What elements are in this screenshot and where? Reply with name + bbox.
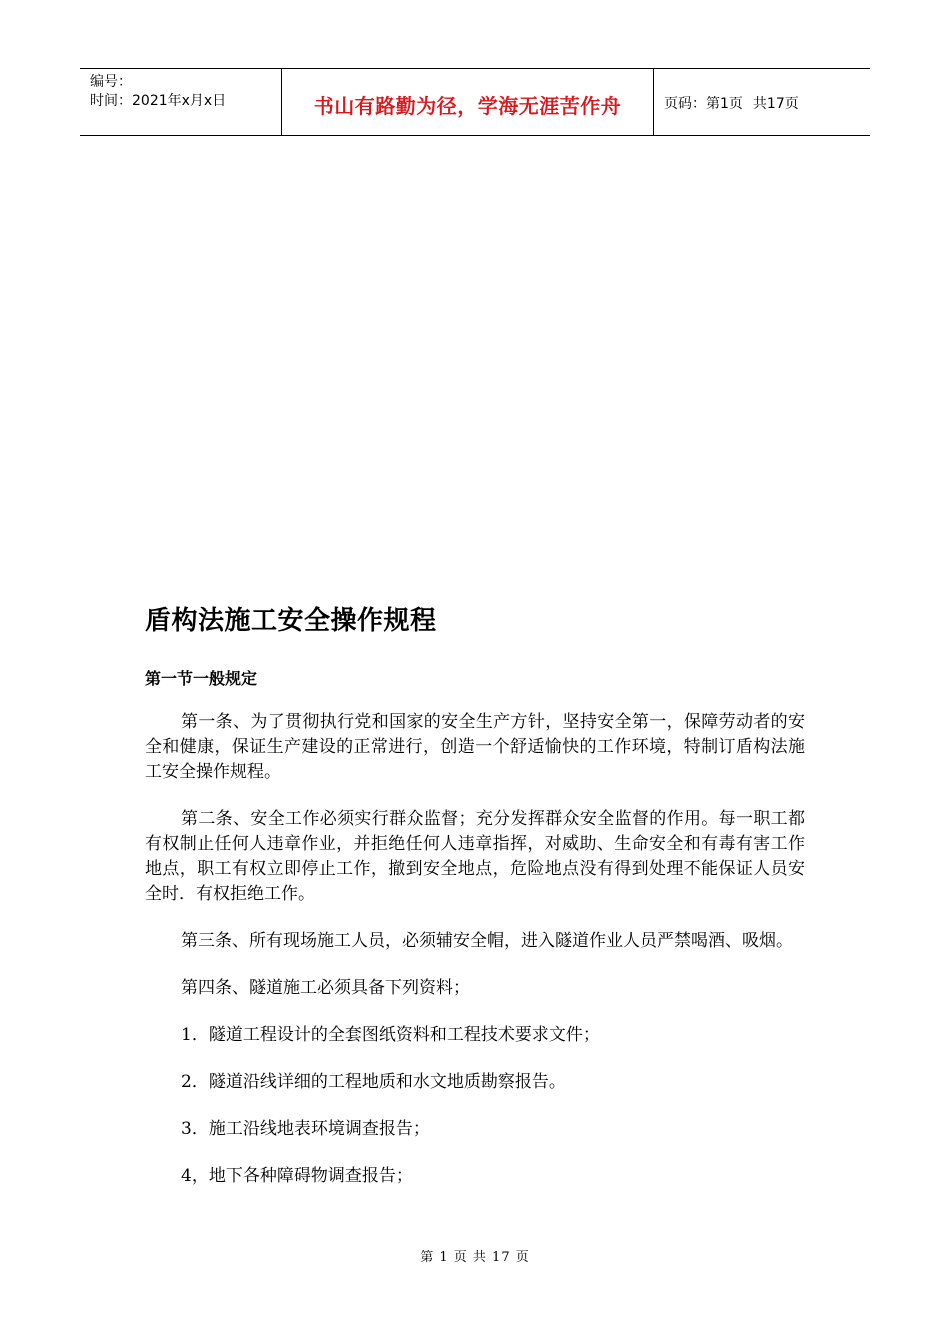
header-slogan-cell	[282, 69, 654, 135]
list-item: 2．隧道沿线详细的工程地质和水文地质勘察报告。	[181, 1072, 566, 1092]
header-number-label: 编号：	[90, 74, 132, 90]
header-slogan: 书山有路勤为径，学海无涯苦作舟	[313, 93, 622, 118]
document-header	[80, 68, 870, 136]
section-title: 第一节一般规定	[145, 669, 258, 688]
header-info-cell	[80, 69, 282, 135]
page-footer: 第 1 页 共 17 页	[420, 1250, 530, 1265]
list-item: 1．隧道工程设计的全套图纸资料和工程技术要求文件；	[181, 1025, 600, 1045]
list-item: 3．施工沿线地表环境调查报告；	[181, 1119, 430, 1139]
header-page-label: 页码：第1页	[664, 96, 743, 112]
paragraph-article-2: 第二条、安全工作必须实行群众监督；充分发挥群众安全监督的作用。每一职工都有权制止任何人违章作业，并拒绝任何人违章指挥，对威助、生命安全和有毒有害工作地点，职工有权立即停止工作，撤到安全地点，危险地点没有得到处理不能保证人员安全时．有权拒绝工作。	[145, 809, 805, 904]
paragraph-article-3: 第三条、所有现场施工人员，必须辅安全帽，进入隧道作业人员严禁喝酒、吸烟。	[181, 931, 793, 951]
header-time-label: 时间：2021年x月x日	[90, 93, 227, 109]
document-content	[145, 710, 805, 1211]
header-page-cell	[654, 69, 870, 135]
document-title: 盾构法施工安全操作规程	[145, 606, 437, 636]
paragraph-article-4: 第四条、隧道施工必须具备下列资料；	[181, 978, 470, 998]
list-item: 4，地下各种障碍物调查报告；	[181, 1166, 413, 1186]
paragraph-article-1: 第一条、为了贯彻执行党和国家的安全生产方针，坚持安全第一，保障劳动者的安全和健康，保证生产建设的正常进行，创造一个舒适愉快的工作环境，特制订盾构法施工安全操作规程。	[145, 712, 805, 782]
header-total-label: 共17页	[752, 96, 799, 112]
